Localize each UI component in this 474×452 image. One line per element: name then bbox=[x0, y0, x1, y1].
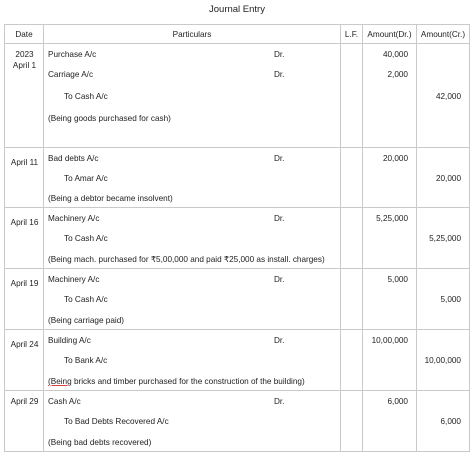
debit-account: Purchase A/c bbox=[48, 50, 97, 59]
debit-account: Cash A/c bbox=[48, 397, 81, 406]
debit-account: Machinery A/c bbox=[48, 214, 100, 223]
credit-account: To Bank A/c bbox=[64, 356, 108, 365]
journal-table bbox=[4, 24, 470, 452]
credit-account: To Amar A/c bbox=[64, 174, 108, 183]
table-row bbox=[5, 148, 470, 208]
page-title: Journal Entry bbox=[209, 4, 265, 15]
header-lf: L.F. bbox=[341, 25, 363, 44]
debit-account: Machinery A/c bbox=[48, 275, 100, 284]
credit-account: To Bad Debts Recovered A/c bbox=[64, 417, 169, 426]
credit-account: To Cash A/c bbox=[64, 295, 108, 304]
header-row bbox=[5, 25, 470, 44]
narration: (Being mach. purchased for ₹5,00,000 and paid ₹25,000 as install. charges) bbox=[48, 255, 325, 264]
credit-amount: 42,000 bbox=[435, 92, 461, 101]
debit-account: Bad debts A/c bbox=[48, 154, 99, 163]
entry-date-cell bbox=[5, 269, 44, 330]
entry-date-cell bbox=[5, 148, 44, 208]
debit-amount: 5,000 bbox=[387, 275, 408, 284]
table-row bbox=[5, 330, 470, 391]
narration: (Being carriage paid) bbox=[48, 316, 125, 325]
entry-lf-cell bbox=[341, 148, 363, 208]
dr-marker: Dr. bbox=[274, 70, 285, 79]
entry-lf-cell bbox=[341, 208, 363, 269]
entry-date: April 19 bbox=[10, 279, 39, 288]
narration bbox=[48, 377, 305, 387]
entry-lf-cell bbox=[341, 44, 363, 148]
entry-date: April 16 bbox=[10, 218, 39, 227]
entry-particulars-cell bbox=[44, 330, 341, 391]
debit-amount: 5,25,000 bbox=[376, 214, 408, 223]
credit-account: To Cash A/c bbox=[64, 234, 108, 243]
entry-date: April 11 bbox=[10, 158, 39, 167]
entry-particulars-cell bbox=[44, 269, 341, 330]
debit-amount: 10,00,000 bbox=[371, 336, 408, 345]
entry-particulars-cell bbox=[44, 44, 341, 148]
entry-date: April 29 bbox=[10, 397, 39, 406]
entry-debit-cell bbox=[363, 44, 417, 148]
credit-amount: 20,000 bbox=[435, 174, 461, 183]
entry-lf-cell bbox=[341, 330, 363, 391]
entry-date-cell bbox=[5, 44, 44, 148]
narration: (Being goods purchased for cash) bbox=[48, 114, 171, 123]
dr-marker: Dr. bbox=[274, 50, 285, 59]
debit-amount: 40,000 bbox=[382, 50, 408, 59]
table-row bbox=[5, 44, 470, 148]
entry-credit-cell bbox=[417, 148, 470, 208]
entry-particulars-cell bbox=[44, 148, 341, 208]
dr-marker: Dr. bbox=[274, 397, 285, 406]
dr-marker: Dr. bbox=[274, 154, 285, 163]
header-credit: Amount(Cr.) bbox=[417, 25, 470, 44]
entry-credit-cell bbox=[417, 269, 470, 330]
credit-amount: 5,25,000 bbox=[429, 234, 461, 243]
table-row bbox=[5, 391, 470, 452]
debit-account: Carriage A/c bbox=[48, 70, 94, 79]
entry-date-cell bbox=[5, 391, 44, 452]
debit-amount: 2,000 bbox=[387, 70, 408, 79]
entry-particulars-cell bbox=[44, 208, 341, 269]
entry-debit-cell bbox=[363, 208, 417, 269]
dr-marker: Dr. bbox=[274, 275, 285, 284]
entry-credit-cell bbox=[417, 208, 470, 269]
spellcheck-underline: (Being bbox=[48, 377, 72, 386]
entry-date: April 1 bbox=[12, 61, 37, 70]
table-row bbox=[5, 208, 470, 269]
entry-debit-cell bbox=[363, 269, 417, 330]
entry-lf-cell bbox=[341, 391, 363, 452]
header-particulars: Particulars bbox=[44, 25, 341, 44]
entry-date: April 24 bbox=[10, 340, 39, 349]
dr-marker: Dr. bbox=[274, 336, 285, 345]
entry-credit-cell bbox=[417, 391, 470, 452]
credit-amount: 6,000 bbox=[440, 417, 461, 426]
entry-credit-cell bbox=[417, 44, 470, 148]
debit-amount: 6,000 bbox=[387, 397, 408, 406]
narration: (Being a debtor became insolvent) bbox=[48, 194, 173, 203]
entry-debit-cell bbox=[363, 391, 417, 452]
narration: (Being bad debts recovered) bbox=[48, 438, 152, 447]
narration-text: bricks and timber purchased for the construction of the building) bbox=[71, 377, 305, 386]
entry-credit-cell bbox=[417, 330, 470, 391]
credit-amount: 5,000 bbox=[440, 295, 461, 304]
entry-lf-cell bbox=[341, 269, 363, 330]
credit-amount: 10,00,000 bbox=[424, 356, 461, 365]
header-debit: Amount(Dr.) bbox=[363, 25, 417, 44]
header-date: Date bbox=[5, 25, 44, 44]
entry-debit-cell bbox=[363, 148, 417, 208]
entry-date-cell bbox=[5, 208, 44, 269]
dr-marker: Dr. bbox=[274, 214, 285, 223]
entry-date-cell bbox=[5, 330, 44, 391]
credit-account: To Cash A/c bbox=[64, 92, 108, 101]
debit-account: Building A/c bbox=[48, 336, 91, 345]
entry-year: 2023 bbox=[15, 50, 34, 59]
entry-debit-cell bbox=[363, 330, 417, 391]
debit-amount: 20,000 bbox=[382, 154, 408, 163]
entry-particulars-cell bbox=[44, 391, 341, 452]
table-row bbox=[5, 269, 470, 330]
